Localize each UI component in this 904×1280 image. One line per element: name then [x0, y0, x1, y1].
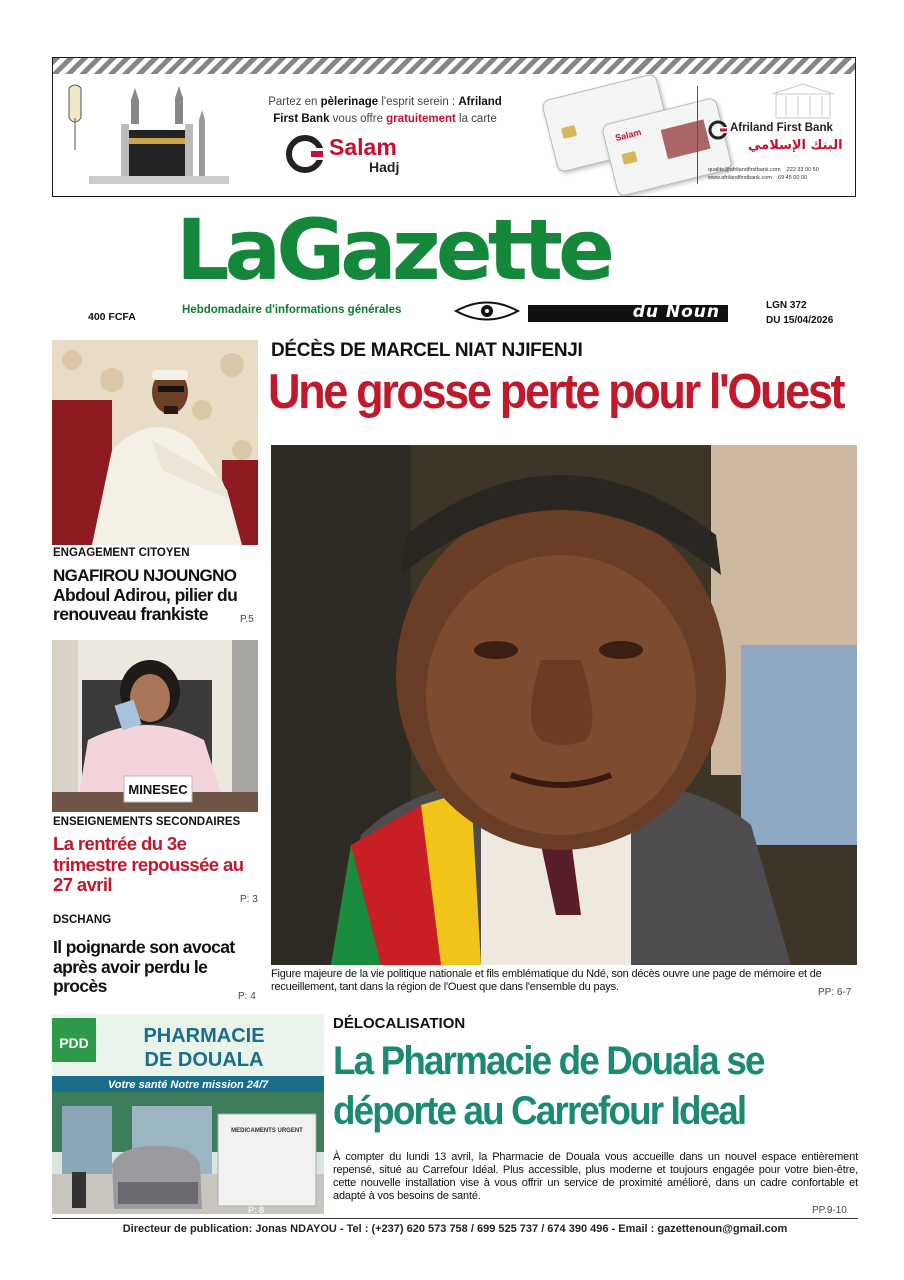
issue-info [766, 298, 833, 328]
story3-page: P: 4 [238, 991, 256, 1002]
price-label: 400 FCFA [88, 311, 136, 323]
story2-kicker: ENSEIGNEMENTS SECONDAIRES [53, 816, 241, 828]
ad-copy: Partez en pèlerinage l'esprit serein : Afriland First Bank vous offre gratuitement la carte [268, 96, 502, 125]
bottom-body: À compter du lundi 13 avril, la Pharmacie de Douala vous accueille dans un nouvel espace entièrement repensé, situé au Carrefour Idéal. Plus accessible, plus moderne et toujours engagée pour votre bien-être, cette nouvelle installation vise à vous offrir un service de proximité amélioré, dans un cadre confortable et adapté à vos besoins de santé. [333, 1151, 858, 1202]
story2-headline[interactable]: La rentrée du 3e trimestre repoussée au 27 avril [53, 833, 244, 895]
story3-kicker: DSCHANG [53, 914, 112, 926]
story1-name[interactable]: NGAFIROU NJOUNGNO [53, 566, 237, 585]
ad-pattern-border [53, 58, 855, 74]
newspaper-subtitle: Hebdomadaire d'informations générales [182, 304, 402, 316]
afriland-logo-block [708, 82, 853, 192]
issue-date: DU 15/04/2026 [766, 315, 834, 326]
salam-icon [285, 134, 325, 174]
story1-headline[interactable]: Abdoul Adirou, pilier du renouveau frankiste [53, 585, 238, 624]
sign-pharmacie: PHARMACIE [143, 1025, 265, 1047]
story1-kicker: ENGAGEMENT CITOYEN [53, 547, 190, 559]
footer-rule [52, 1218, 858, 1219]
story2-page: P: 3 [240, 894, 258, 905]
van-text: MEDICAMENTS URGENT [231, 1128, 303, 1134]
bottom-page: PP.9-10 [812, 1205, 847, 1216]
photo-page-ref: P: 8 [248, 1205, 265, 1214]
salam-wordmark: Salam [329, 134, 397, 160]
minesec-photo [52, 640, 258, 812]
minesec-sign: MINESEC [128, 782, 188, 797]
story1-page: P.5 [240, 614, 254, 625]
salam-hadj-logo [285, 132, 445, 176]
pharmacie-photo [52, 1014, 324, 1214]
afriland-logo-icon [708, 120, 728, 140]
main-headline[interactable]: Une grosse perte pour l'Ouest [268, 365, 844, 419]
kaaba-illustration [59, 80, 229, 192]
hadj-wordmark: Hadj [369, 159, 400, 175]
sign-slogan: Votre santé Notre mission 24/7 [107, 1079, 269, 1091]
bottom-kicker: DÉLOCALISATION [333, 1015, 466, 1032]
sign-douala: DE DOUALA [144, 1049, 264, 1071]
banner-ad[interactable] [52, 57, 856, 197]
footer-credits: Directeur de publication: Jonas NDAYOU - Tel : (+237) 620 573 758 / 699 525 737 / 674 390 496 - Email : gazettenoun@gmail.com [122, 1223, 788, 1235]
ad-divider [697, 86, 698, 184]
eye-emblem-icon [452, 300, 522, 322]
story3-headline[interactable]: Il poignarde son avocat après avoir perdu le procès [53, 937, 235, 996]
main-page: PP: 6-7 [818, 987, 852, 998]
bank-name: Afriland First Bank [730, 122, 833, 134]
bottom-headline[interactable]: La Pharmacie de Douala se déporte au Carrefour Ideal [333, 1039, 764, 1133]
newspaper-title: LaGazette [176, 201, 610, 299]
issue-number: LGN 372 [766, 300, 807, 311]
salam-card-front: Salam [601, 97, 733, 197]
bank-arabic-name: البنك الإسلامي [748, 138, 843, 153]
main-kicker: DÉCÈS DE MARCEL NIAT NJIFENJI [271, 340, 583, 361]
bank-contact: qualite@afrilandfirstbank.com 222 33 00 50 www.afrilandfirstbank.com 69 45 00 00 [708, 167, 819, 181]
pdd-logo: PDD [59, 1035, 89, 1051]
ngafirou-photo [52, 340, 258, 545]
main-caption: Figure majeure de la vie politique nationale et fils emblématique du Ndé, son décès ouvre une page de mémoire et de recueillement, tant dans la région de l'Ouest que dans l'ensemble du pays. [271, 968, 822, 993]
du-noun-label: du Noun [632, 302, 720, 322]
main-portrait-photo [271, 445, 857, 965]
bank-building-icon [768, 82, 838, 120]
